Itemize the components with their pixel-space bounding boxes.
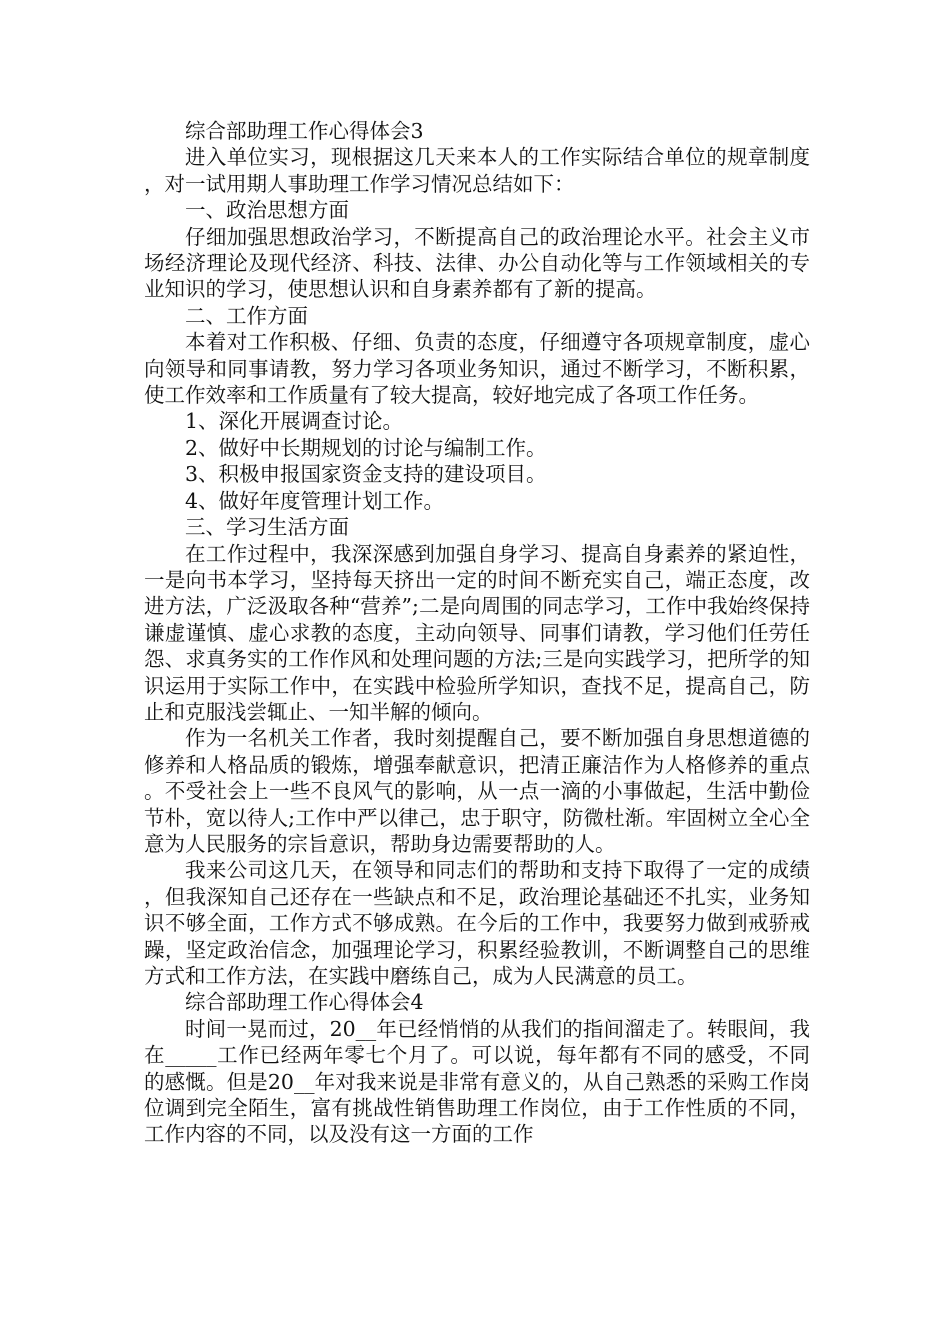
summary-paragraph: 我来公司这几天，在领导和同志们的帮助和支持下取得了一定的成绩，但我深知自己还存在一些缺点和不足，政治理论基础还不扎实，业务知识不够全面，工作方式不够成熟。在今后的工作中，我要努力做到戒骄戒躁，坚定政治信念，加强理论学习，积累经验教训，不断调整自己的思维方式和工作方法，在实践中磨练自己，成为人民满意的员工。 — [144, 858, 810, 988]
heading-political-thought: 一、政治思想方面 — [185, 198, 349, 223]
heading-study-life: 三、学习生活方面 — [185, 515, 349, 540]
work-item-1: 1、深化开展调查讨论。 — [185, 409, 404, 434]
section-title-4: 综合部助理工作心得体会4 — [185, 990, 424, 1015]
intro-paragraph: 进入单位实习，现根据这几天来本人的工作实际结合单位的规章制度，对一试用期人事助理工作学习情况总结如下： — [144, 145, 810, 196]
self-cultivation-paragraph: 作为一名机关工作者，我时刻提醒自己，要不断加强自身思想道德的修养和人格品质的锻炼，增强奉献意识，把清正廉洁作为人格修养的重点。不受社会上一些不良风气的影响，从一点一滴的小事做起，生活中勤俭节朴，宽以待人;工作中严以律己，忠于职守，防微杜渐。牢固树立全心全意为人民服务的宗旨意识，帮助身边需要帮助的人。 — [144, 726, 810, 856]
work-item-4: 4、做好年度管理计划工作。 — [185, 488, 445, 513]
section-title-3: 综合部助理工作心得体会3 — [185, 119, 424, 143]
section-4-paragraph: 时间一晃而过，20__年已经悄悄的从我们的指间溜走了。转眼间，我在_____工作已经两年零七个月了。可以说，每年都有不同的感受，不同的感慨。但是20__年对我来说是非常有意义的，从自己熟悉的采购工作岗位调到完全陌生，富有挑战性销售助理工作岗位，由于工作性质的不同，工作内容的不同，以及没有这一方面的工作 — [144, 1016, 810, 1147]
document-page — [144, 118, 810, 1148]
work-item-3: 3、积极申报国家资金支持的建设项目。 — [185, 462, 547, 487]
work-item-2: 2、做好中长期规划的讨论与编制工作。 — [185, 435, 547, 460]
heading-work: 二、工作方面 — [185, 303, 308, 328]
study-life-paragraph: 在工作过程中，我深深感到加强自身学习、提高自身素养的紧迫性，一是向书本学习，坚持每天挤出一定的时间不断充实自己，端正态度，改进方法，广泛汲取各种“营养”;二是向周围的同志学习，工作中我始终保持谦虚谨慎、虚心求教的态度，主动向领导、同事们请教，学习他们任劳任怨、求真务实的工作作风和处理问题的方法;三是向实践学习，把所学的知识运用于实际工作中，在实践中检验所学知识，查找不足，提高自己，防止和克服浅尝辄止、一知半解的倾向。 — [144, 541, 810, 724]
political-thought-paragraph: 仔细加强思想政治学习，不断提高自己的政治理论水平。社会主义市场经济理论及现代经济、科技、法律、办公自动化等与工作领域相关的专业知识的学习，使思想认识和自身素养都有了新的提高。 — [144, 224, 810, 302]
work-paragraph: 本着对工作积极、仔细、负责的态度，仔细遵守各项规章制度，虚心向领导和同事请教，努力学习各项业务知识，通过不断学习，不断积累，使工作效率和工作质量有了较大提高，较好地完成了各项工作任务。 — [144, 330, 810, 408]
